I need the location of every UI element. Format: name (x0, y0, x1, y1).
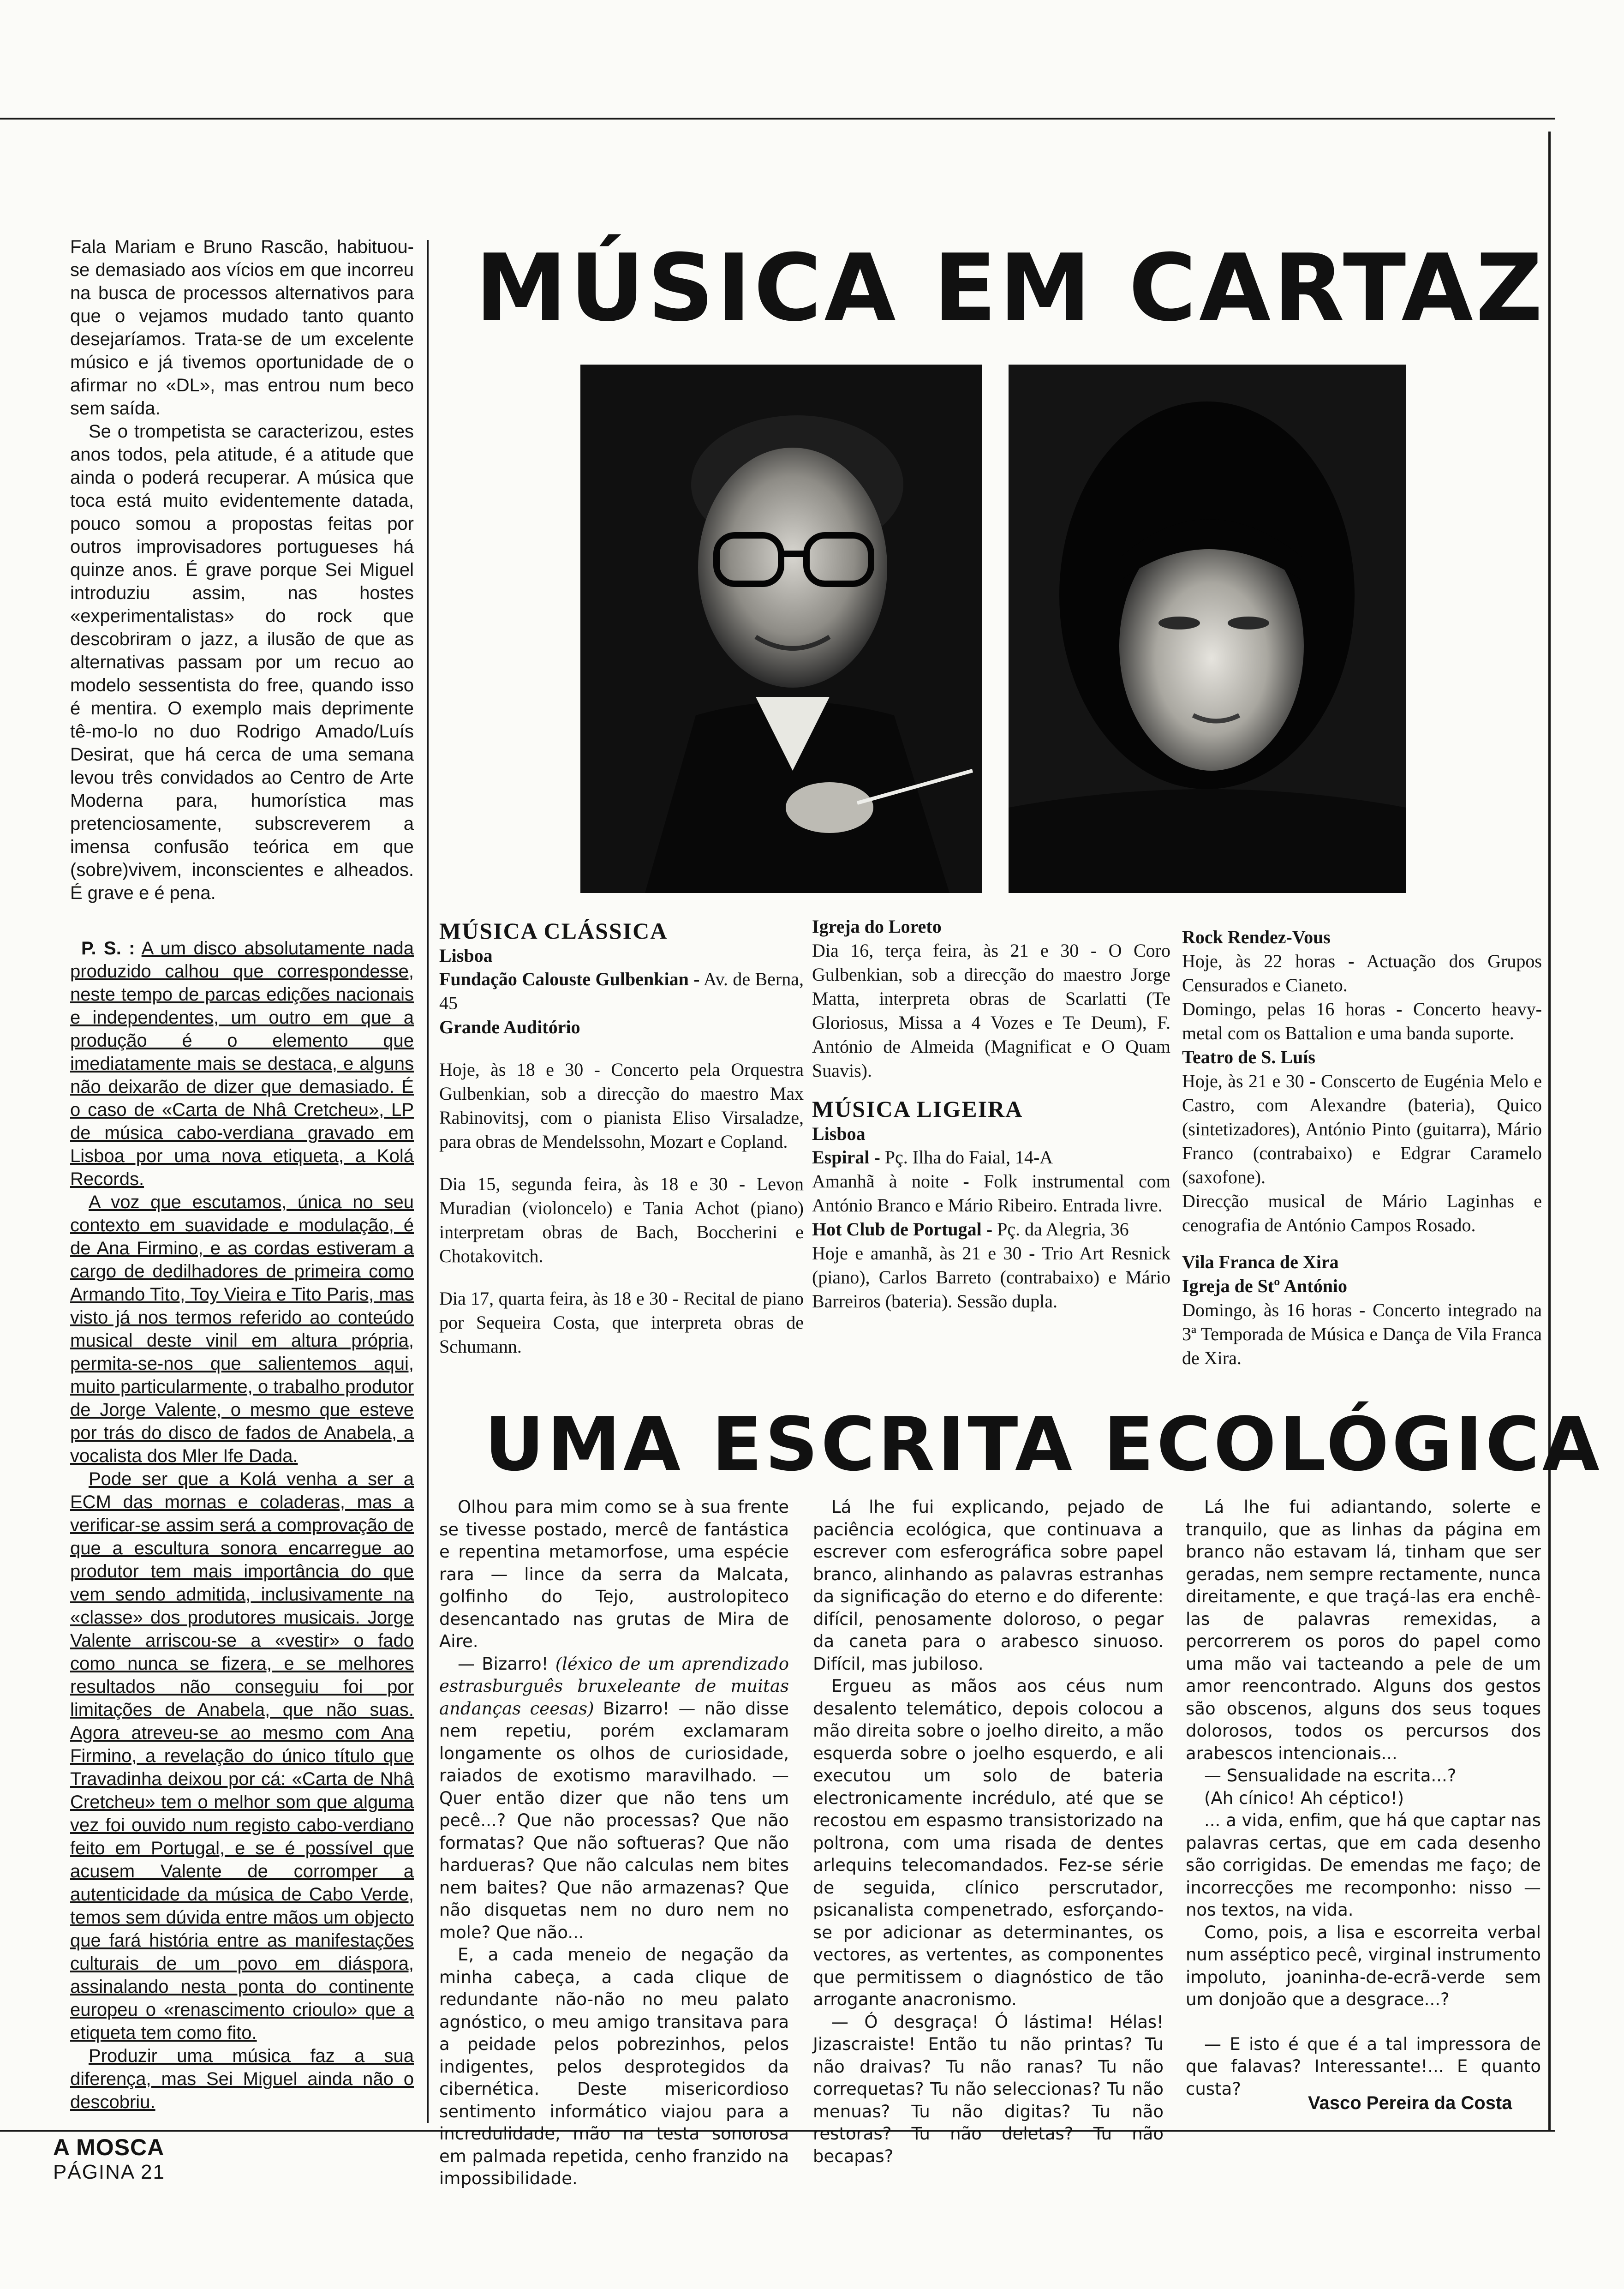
article-paragraph: Lá lhe fui explicando, pejado de paciência ecológica, que continuava a escrever com esferográfica sobre papel branco, alinhando as palavras estranhas da significação do eterno e do diferente: difícil, penosamente doloroso, o pegar da caneta para o arabesco sinuoso. Difícil, mas jubiloso. (813, 1497, 1164, 1674)
listing-item: Hoje, às 21 e 30 - Conscerto de Eugénia Melo e Castro, com Alexandre (bateria), Quico (sintetizadores), António Pinto (guitarra), Mário Franco (contrabaixo) e Edgrar Caramelo (saxofone). (1182, 1071, 1542, 1187)
article-paragraph: E, a cada meneio de negação da minha cabeça, a cada clique de redundante não-não no meu palato agnóstico, o meu amigo transitava para a peidade pelos pobrezinhos, pelos indigentes, pelos desprotegidos da cibernética. Deste misericordioso sentimento informático viajou para a incredulidade, mão na testa sonorosa em palmada repetida, cenho franzido na impossibilidade. (439, 1945, 789, 2188)
ps-paragraph: Pode ser que a Kolá venha a ser a ECM das mornas e coladeras, mas a verificar-se assim será a comprovação de que a escultura sonora encarregue ao produtor tem mais importância do que vem sendo admitida, inclusivamente na «classe» dos produtores musicais. Jorge Valente arriscou-se a «vestir» o fado como nunca se fizera, e se melhores resultados não conseguiu foi por limitações de Anabela, que não suas. Agora atreveu-se ao mesmo com Ana Firmino, a revelação do único título que Travadinha deixou por cá: «Carta de Nhâ Cretcheu» tem o melhor som que alguma vez foi ouvido num registo cabo-verdiano feito em Portugal, e se é possível que acusem Valente de corromper a autenticidade da música de Cabo Verde, temos sem dúvida entre mãos um objecto que fará história entre as manifestações culturais de um povo em diáspora, assinalando nesta ponta do continente europeu o «renascimento crioulo» que a etiqueta tem como fito. (70, 1469, 414, 2043)
city-label: Lisboa (812, 1123, 866, 1144)
column-separator (427, 240, 429, 2123)
article-paragraph: Ergueu as mãos aos céus num desalento telemático, depois colocou a mão direita sobre o joelho direito, a mão esquerda sobre o joelho esquerdo, e ali executou um solo de bateria electronicamente incrédulo, até que se recostou em espasmo transistorizado na poltrona, com uma risada de dentes arlequins telecomandados. Fez-se série de seguida, clínico perscrutador, psicanalista compenetrado, esforçando-se por adicionar as determinantes, os vectores, as vertentes, as componentes que permitissem o diagnóstico de tão arrogante anacronismo. (813, 1676, 1164, 2009)
venue-address: - Pç. Ilha do Faial, 14-A (869, 1147, 1053, 1168)
venue-name: Igreja do Loreto (812, 916, 942, 937)
section-title-ligeira: MÚSICA LIGEIRA (812, 1096, 1023, 1122)
article-paragraph: — Sensualidade na escrita...? (1204, 1766, 1457, 1786)
article-column-1 (439, 1496, 789, 2190)
photo-left (580, 365, 982, 893)
left-paragraph: Fala Mariam e Bruno Rascão, habituou-se demasiado aos vícios em que incorreu na busca de processos alternativos para que o vejamos mudado tanto quanto desejaríamos. Trata-se de um excelente músico e já tivemos oportunidade de o afirmar no «DL», mas entrou num beco sem saída. (70, 237, 414, 419)
venue-name: Teatro de S. Luís (1182, 1047, 1315, 1067)
listing-item: Hoje, às 18 e 30 - Concerto pela Orquestra Gulbenkian, sob a direcção do maestro Max Rabinovitsj, com o pianista Eliso Virsaladze, para obras de Mendelssohn, Mozart e Copland. (439, 1059, 804, 1152)
venue-name: Espiral (812, 1147, 870, 1168)
article-paragraph: — E isto é que é a tal impressora de que falavas? Interessante!... E quanto custa? (1186, 2034, 1541, 2099)
listing-item: Domingo, pelas 16 horas - Concerto heavy-metal com os Battalion e uma banda suporte. (1182, 999, 1542, 1043)
venue-address: - Av. de Berna, 45 (439, 969, 804, 1013)
ps-label: P. S. : (81, 938, 135, 959)
page-number: PÁGINA 21 (53, 2161, 166, 2183)
left-paragraph: Se o trompetista se caracterizou, estes anos todos, pela atitude, é a atitude que ainda o poderá recuperar. A música que toca está muito evidentemente datada, pouco somou a propostas feitas por outros improvisadores portugueses há quinze anos. É grave porque Sei Miguel introduziu assim, nas hostes «experimentalistas» do rock que descobriram o jazz, a ilusão de que as alternativas passam por um recuo ao modelo sessentista do free, quando isso é mentira. O exemplo mais deprimente tê-mo-lo no duo Rodrigo Amado/Luís Desirat, que há cerca de uma semana levou três convidados ao Centro de Arte Moderna para, humorística mas pretenciosamente, subscreverem a imensa confusão teórica em que (sobre)vivem, inconscientes e alheados. É grave e é pena. (70, 421, 414, 903)
hall-name: Grande Auditório (439, 1017, 580, 1037)
woman-dark-hair-icon (1009, 365, 1406, 893)
ps-paragraph: Produzir uma música faz a sua diferença, mas Sei Miguel ainda não o descobriu. (70, 2046, 414, 2112)
photo-right (1009, 365, 1406, 893)
author-byline: Vasco Pereira da Costa (1308, 2093, 1512, 2113)
city-label: Lisboa (439, 945, 493, 966)
article-paragraph: Como, pois, a lisa e escorreita verbal num asséptico pecê, virginal instrumento impoluto, joaninha-de-ecrã-verde sem um donjoão que a desgrace...? (1186, 1922, 1541, 2009)
article-paragraph: Olhou para mim como se à sua frente se tivesse postado, mercê de fantástica e repentina metamorfose, uma espécie rara — lince da serra da Malcata, golfinho do Tejo, austrolopiteco desencantado nas grutas de Mira de Aire. (439, 1497, 789, 1651)
venue-name: Rock Rendez-Vous (1182, 927, 1331, 947)
listing-item: Hoje, às 22 horas - Actuação dos Grupos Censurados e Cianeto. (1182, 951, 1542, 995)
article-text: — Bizarro! (458, 1654, 549, 1674)
page-title: MÚSICA EM CARTAZ (475, 234, 1546, 342)
article-column-2 (813, 1496, 1164, 2168)
listing-item: Hoje e amanhã, às 21 e 30 - Trio Art Resnick (piano), Carlos Barreto (contrabaixo) e Mário Barreiros (bateria). Sessão dupla. (812, 1243, 1170, 1312)
venue-line (812, 1145, 1170, 1169)
listing-column-2 (812, 915, 1170, 1313)
town-name: Vila Franca de Xira (1182, 1252, 1339, 1272)
listing-item: Amanhã à noite - Folk instrumental com António Branco e Mário Ribeiro. Entrada livre. (812, 1171, 1170, 1216)
article-paragraph: ... a vida, enfim, que há que captar nas palavras certas, que em cada desenho são corrigidas. De emendas me faço; de incorrecções me recomponho: nisso — nos textos, na vida. (1186, 1810, 1541, 1920)
article-text: Bizarro! — não disse nem repetiu, porém exclamaram longamente os olhos de curiosidade, raiados de exotismo maravilhado. — Quer então dizer que não tens um pecê...? Que não processas? Que não formatas? Que não softueras? Que não hardueras? Que não calculas nem bites nem baites? Que não armazenas? Que não disquetas nem no duro nem no mole? Que não... (439, 1698, 789, 1942)
ps-text: A um disco absolutamente nada produzido calhou que correspondesse, neste tempo de parcas edições nacionais e independentes, um outro em que a produção é o elemento que imediatamente mais se destaca, e alguns não deixarão de dizer que demasiado. É o caso de «Carta de Nhâ Cretcheu», LP de música cabo-verdiana gravado em Lisboa por uma nova etiqueta, a Kolá Records. (70, 938, 414, 1189)
article-italic: (léxico de um aprendizado estrasburguês bruxeleante de muitas andanças ceesas) (439, 1654, 789, 1719)
publication-name: A MOSCA (53, 2134, 165, 2160)
listing-item: Domingo, às 16 horas - Concerto integrado na 3ª Temporada de Música e Dança de Vila Franca de Xira. (1182, 1300, 1542, 1368)
listing-item: Dia 16, terça feira, às 21 e 30 - O Coro Gulbenkian, sob a direcção do maestro Jorge Matta, interpreta obras de Scarlatti (Te Gloriosus, Missa a 4 Vozes e Te Deum), F. António de Almeida (Magnificat e O Quam Suavis). (812, 940, 1170, 1081)
article-paragraph (439, 1653, 789, 1944)
left-column (70, 235, 414, 2114)
man-glasses-conductor-icon (580, 365, 982, 893)
article-paragraph: (Ah cínico! Ah céptico!) (1204, 1788, 1404, 1808)
article-paragraph: Lá lhe fui adiantando, solerte e tranquilo, que as linhas da página em branco não estavam lá, tinham que ser geradas, nem sempre rectamente, nunca direitamente, e que traçá-las era enchê-las de palavras remexidas, a percorrerem os poros do papel como uma mão vai tacteando a pele de um amor reencontrado. Alguns dos gestos são obscenos, alguns dos seus toques dolorosos, todos os percursos dos arabescos intencionais... (1186, 1497, 1541, 1763)
venue-name: Igreja de Stº António (1182, 1276, 1348, 1296)
listing-classica (439, 917, 804, 1359)
article-column-3 (1186, 1496, 1541, 2100)
ps-paragraph: A voz que escutamos, única no seu contexto em suavidade e modulação, é de Ana Firmino, e as cordas estiveram a cargo de dedilhadores de primeira como Armando Tito, Toy Vieira e Tito Paris, mas visto já nos termos referido ao conteúdo musical deste vinil em altura própria, permita-se-nos que salientemos aqui, muito particularmente, o trabalho produtor de Jorge Valente, o mesmo que esteve por trás do disco de fados de Anabela, a vocalista dos Mler Ife Dada. (70, 1192, 414, 1466)
listing-item: Dia 17, quarta feira, às 18 e 30 - Recital de piano por Sequeira Costa, que interpreta obras de Schumann. (439, 1288, 804, 1357)
article-headline: UMA ESCRITA ECOLÓGICA (484, 1401, 1602, 1487)
ps-paragraph (70, 937, 414, 1191)
right-border-rule (1548, 132, 1551, 2130)
article-paragraph: — Ó desgraça! Ó lástima! Hélas! Jizascraiste! Então tu não printas? Tu não draivas? Tu não ranas? Tu não correquetas? Tu não seleccionas? Tu não menuas? Tu não digitas? Tu não restoras? Tu não deletas? Tu não becapas? (813, 2012, 1164, 2166)
venue-name: Hot Club de Portugal (812, 1219, 982, 1240)
listing-item: Direcção musical de Mário Laginhas e cenografia de António Campos Rosado. (1182, 1191, 1542, 1235)
venue-line (439, 967, 804, 1015)
venue-name: Fundação Calouste Gulbenkian (439, 969, 689, 989)
venue-line (812, 1217, 1170, 1241)
top-rule (0, 118, 1555, 120)
listing-column-3 (1182, 925, 1542, 1370)
venue-address: - Pç. da Alegria, 36 (981, 1219, 1129, 1240)
section-title-classica: MÚSICA CLÁSSICA (439, 918, 668, 944)
listing-item: Dia 15, segunda feira, às 18 e 30 - Levon Muradian (violoncelo) e Tania Achot (piano) interpretam obras de Bach, Boccherini e Chotakovitch. (439, 1174, 804, 1266)
